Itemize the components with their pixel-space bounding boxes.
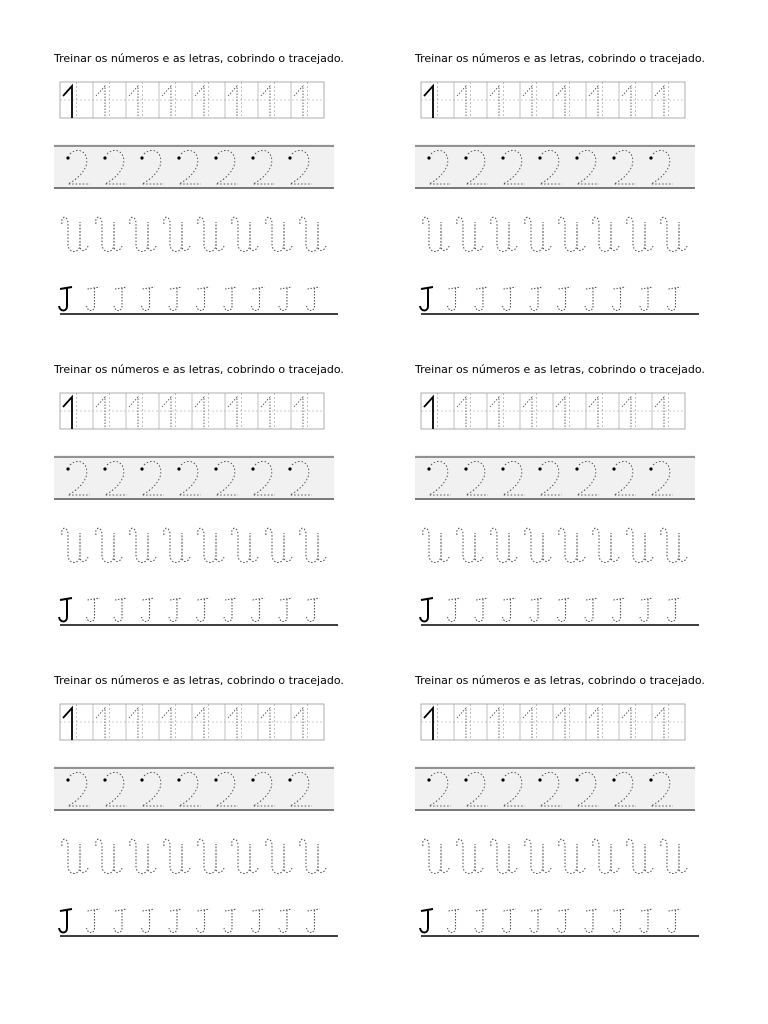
traced-j-glyph — [613, 909, 626, 933]
traced-j-glyph — [142, 287, 155, 311]
traced-u-glyph — [198, 528, 224, 562]
letter-u-row — [62, 528, 326, 562]
traced-one-glyph — [490, 397, 499, 429]
traced-u-glyph — [130, 839, 156, 873]
traced-u-glyph — [627, 839, 653, 873]
start-dot — [251, 467, 254, 470]
start-dot — [575, 156, 578, 159]
start-dot — [214, 156, 217, 159]
traced-one-glyph — [556, 708, 565, 740]
start-dot — [288, 778, 291, 781]
start-dot — [288, 156, 291, 159]
traced-u-glyph — [559, 839, 585, 873]
traced-u-glyph — [559, 528, 585, 562]
traced-u-glyph — [232, 217, 258, 251]
traced-one-glyph — [655, 86, 664, 118]
traced-j-glyph — [448, 909, 461, 933]
traced-one-glyph — [228, 397, 237, 429]
tracing-rows — [54, 74, 344, 319]
traced-j-glyph — [503, 909, 516, 933]
traced-j-glyph — [585, 598, 598, 622]
start-dot — [538, 778, 541, 781]
traced-u-glyph — [525, 528, 551, 562]
traced-u-glyph — [457, 528, 483, 562]
start-dot — [427, 156, 430, 159]
traced-u-glyph — [96, 217, 122, 251]
traced-j-glyph — [448, 287, 461, 311]
traced-u-glyph — [525, 839, 551, 873]
start-dot — [464, 467, 467, 470]
traced-one-glyph — [490, 86, 499, 118]
traced-u-glyph — [491, 839, 517, 873]
model-j-glyph — [59, 287, 72, 311]
traced-j-glyph — [87, 909, 100, 933]
traced-j-glyph — [307, 287, 320, 311]
traced-one-glyph — [261, 86, 270, 118]
model-one-glyph — [424, 86, 433, 118]
traced-u-glyph — [300, 528, 326, 562]
start-dot — [140, 156, 143, 159]
traced-one-glyph — [622, 708, 631, 740]
number-one-row — [60, 704, 324, 740]
model-j-glyph — [59, 598, 72, 622]
number-one-row — [60, 82, 324, 118]
letter-u-row — [423, 217, 687, 251]
practice-block — [415, 52, 715, 322]
traced-u-glyph — [266, 839, 292, 873]
traced-j-glyph — [197, 287, 210, 311]
instruction-text: Treinar os números e as letras, cobrindo o tracejado. — [54, 363, 344, 376]
model-one-glyph — [424, 397, 433, 429]
start-dot — [251, 156, 254, 159]
traced-one-glyph — [129, 86, 138, 118]
traced-j-glyph — [475, 287, 488, 311]
traced-one-glyph — [294, 708, 303, 740]
traced-u-glyph — [457, 217, 483, 251]
start-dot — [140, 778, 143, 781]
traced-one-glyph — [622, 397, 631, 429]
traced-u-glyph — [593, 528, 619, 562]
traced-j-glyph — [252, 598, 265, 622]
number-one-row — [421, 82, 685, 118]
model-j-glyph — [420, 909, 433, 933]
model-j-glyph — [420, 598, 433, 622]
model-one-glyph — [424, 708, 433, 740]
letter-j-row — [420, 909, 699, 936]
traced-j-glyph — [224, 287, 237, 311]
start-dot — [612, 778, 615, 781]
practice-block — [54, 52, 354, 322]
traced-u-glyph — [62, 528, 88, 562]
start-dot — [649, 467, 652, 470]
traced-one-glyph — [523, 86, 532, 118]
start-dot — [66, 778, 69, 781]
letter-j-row — [59, 287, 338, 314]
traced-u-glyph — [232, 839, 258, 873]
traced-u-glyph — [96, 839, 122, 873]
tracing-rows — [54, 696, 344, 941]
traced-u-glyph — [661, 839, 687, 873]
tracing-rows — [415, 385, 705, 630]
traced-j-glyph — [114, 287, 127, 311]
model-j-glyph — [59, 909, 72, 933]
traced-j-glyph — [197, 909, 210, 933]
traced-one-glyph — [261, 708, 270, 740]
letter-u-row — [423, 839, 687, 873]
traced-u-glyph — [62, 217, 88, 251]
letter-u-row — [62, 217, 326, 251]
traced-j-glyph — [668, 598, 681, 622]
band-background — [54, 455, 334, 500]
traced-j-glyph — [307, 909, 320, 933]
traced-j-glyph — [640, 909, 653, 933]
traced-one-glyph — [556, 86, 565, 118]
traced-one-glyph — [162, 86, 171, 118]
traced-one-glyph — [457, 86, 466, 118]
start-dot — [464, 156, 467, 159]
start-dot — [177, 156, 180, 159]
start-dot — [501, 156, 504, 159]
instruction-text: Treinar os números e as letras, cobrindo o tracejado. — [54, 52, 344, 65]
traced-one-glyph — [655, 708, 664, 740]
model-j-glyph — [420, 287, 433, 311]
number-two-row — [415, 766, 695, 811]
tracing-rows — [415, 74, 705, 319]
traced-one-glyph — [129, 397, 138, 429]
traced-u-glyph — [198, 217, 224, 251]
start-dot — [103, 156, 106, 159]
number-one-row — [421, 704, 685, 740]
traced-u-glyph — [164, 217, 190, 251]
band-background — [54, 144, 334, 189]
traced-u-glyph — [164, 528, 190, 562]
traced-u-glyph — [627, 217, 653, 251]
model-one-glyph — [63, 708, 72, 740]
traced-u-glyph — [62, 839, 88, 873]
letter-u-row — [62, 839, 326, 873]
traced-j-glyph — [475, 598, 488, 622]
traced-j-glyph — [142, 598, 155, 622]
traced-j-glyph — [252, 287, 265, 311]
traced-j-glyph — [613, 598, 626, 622]
traced-u-glyph — [266, 528, 292, 562]
traced-u-glyph — [130, 217, 156, 251]
traced-one-glyph — [162, 708, 171, 740]
band-background — [415, 455, 695, 500]
traced-one-glyph — [589, 708, 598, 740]
start-dot — [427, 467, 430, 470]
start-dot — [103, 467, 106, 470]
number-two-row — [415, 455, 695, 500]
traced-one-glyph — [162, 397, 171, 429]
start-dot — [288, 467, 291, 470]
traced-j-glyph — [668, 287, 681, 311]
traced-u-glyph — [130, 528, 156, 562]
traced-u-glyph — [491, 217, 517, 251]
start-dot — [575, 778, 578, 781]
traced-j-glyph — [558, 909, 571, 933]
letter-j-row — [59, 598, 338, 625]
traced-j-glyph — [530, 909, 543, 933]
number-two-row — [54, 455, 334, 500]
traced-one-glyph — [228, 708, 237, 740]
tracing-rows — [415, 696, 705, 941]
traced-one-glyph — [294, 86, 303, 118]
traced-u-glyph — [96, 528, 122, 562]
traced-one-glyph — [294, 397, 303, 429]
letter-j-row — [420, 287, 699, 314]
traced-j-glyph — [503, 287, 516, 311]
traced-one-glyph — [195, 86, 204, 118]
traced-one-glyph — [96, 86, 105, 118]
number-one-row — [421, 393, 685, 429]
traced-u-glyph — [593, 217, 619, 251]
letter-j-row — [59, 909, 338, 936]
traced-j-glyph — [169, 598, 182, 622]
start-dot — [575, 467, 578, 470]
traced-one-glyph — [655, 397, 664, 429]
number-two-row — [54, 766, 334, 811]
traced-u-glyph — [300, 217, 326, 251]
instruction-text: Treinar os números e as letras, cobrindo o tracejado. — [415, 52, 705, 65]
start-dot — [538, 156, 541, 159]
traced-u-glyph — [661, 528, 687, 562]
traced-j-glyph — [640, 598, 653, 622]
start-dot — [251, 778, 254, 781]
start-dot — [66, 156, 69, 159]
practice-block — [54, 363, 354, 633]
number-one-row — [60, 393, 324, 429]
traced-j-glyph — [279, 909, 292, 933]
traced-u-glyph — [525, 217, 551, 251]
traced-one-glyph — [457, 397, 466, 429]
practice-block — [54, 674, 354, 944]
traced-one-glyph — [195, 708, 204, 740]
traced-u-glyph — [423, 839, 449, 873]
traced-one-glyph — [556, 397, 565, 429]
traced-j-glyph — [114, 598, 127, 622]
traced-u-glyph — [164, 839, 190, 873]
traced-one-glyph — [490, 708, 499, 740]
traced-u-glyph — [627, 528, 653, 562]
traced-j-glyph — [530, 598, 543, 622]
tracing-rows — [54, 385, 344, 630]
traced-one-glyph — [589, 86, 598, 118]
traced-u-glyph — [423, 217, 449, 251]
instruction-text: Treinar os números e as letras, cobrindo o tracejado. — [54, 674, 344, 687]
start-dot — [177, 778, 180, 781]
start-dot — [214, 778, 217, 781]
start-dot — [612, 156, 615, 159]
traced-j-glyph — [503, 598, 516, 622]
traced-one-glyph — [96, 708, 105, 740]
start-dot — [66, 467, 69, 470]
letter-u-row — [423, 528, 687, 562]
traced-j-glyph — [252, 909, 265, 933]
traced-j-glyph — [585, 909, 598, 933]
traced-u-glyph — [266, 217, 292, 251]
traced-j-glyph — [640, 287, 653, 311]
traced-j-glyph — [224, 598, 237, 622]
start-dot — [427, 778, 430, 781]
traced-j-glyph — [558, 287, 571, 311]
traced-j-glyph — [224, 909, 237, 933]
practice-block — [415, 363, 715, 633]
traced-one-glyph — [523, 708, 532, 740]
instruction-text: Treinar os números e as letras, cobrindo o tracejado. — [415, 674, 705, 687]
start-dot — [464, 778, 467, 781]
traced-j-glyph — [475, 909, 488, 933]
number-two-row — [415, 144, 695, 189]
traced-j-glyph — [585, 287, 598, 311]
traced-u-glyph — [593, 839, 619, 873]
traced-j-glyph — [87, 598, 100, 622]
traced-one-glyph — [195, 397, 204, 429]
traced-j-glyph — [169, 909, 182, 933]
band-background — [415, 766, 695, 811]
traced-one-glyph — [129, 708, 138, 740]
traced-u-glyph — [232, 528, 258, 562]
traced-u-glyph — [661, 217, 687, 251]
traced-one-glyph — [622, 86, 631, 118]
band-background — [415, 144, 695, 189]
start-dot — [612, 467, 615, 470]
start-dot — [501, 467, 504, 470]
start-dot — [140, 467, 143, 470]
traced-j-glyph — [279, 287, 292, 311]
traced-j-glyph — [613, 287, 626, 311]
start-dot — [177, 467, 180, 470]
traced-j-glyph — [114, 909, 127, 933]
traced-u-glyph — [457, 839, 483, 873]
start-dot — [103, 778, 106, 781]
traced-j-glyph — [279, 598, 292, 622]
traced-j-glyph — [668, 909, 681, 933]
model-one-glyph — [63, 397, 72, 429]
traced-u-glyph — [491, 528, 517, 562]
traced-j-glyph — [197, 598, 210, 622]
letter-j-row — [420, 598, 699, 625]
traced-u-glyph — [559, 217, 585, 251]
traced-one-glyph — [589, 397, 598, 429]
traced-one-glyph — [261, 397, 270, 429]
traced-u-glyph — [300, 839, 326, 873]
traced-j-glyph — [448, 598, 461, 622]
start-dot — [538, 467, 541, 470]
traced-j-glyph — [169, 287, 182, 311]
traced-j-glyph — [307, 598, 320, 622]
traced-j-glyph — [558, 598, 571, 622]
traced-j-glyph — [530, 287, 543, 311]
traced-one-glyph — [523, 397, 532, 429]
start-dot — [501, 778, 504, 781]
traced-one-glyph — [457, 708, 466, 740]
start-dot — [649, 778, 652, 781]
instruction-text: Treinar os números e as letras, cobrindo o tracejado. — [415, 363, 705, 376]
traced-one-glyph — [96, 397, 105, 429]
practice-block — [415, 674, 715, 944]
band-background — [54, 766, 334, 811]
traced-j-glyph — [87, 287, 100, 311]
traced-one-glyph — [228, 86, 237, 118]
start-dot — [649, 156, 652, 159]
start-dot — [214, 467, 217, 470]
traced-j-glyph — [142, 909, 155, 933]
traced-u-glyph — [423, 528, 449, 562]
traced-u-glyph — [198, 839, 224, 873]
number-two-row — [54, 144, 334, 189]
model-one-glyph — [63, 86, 72, 118]
